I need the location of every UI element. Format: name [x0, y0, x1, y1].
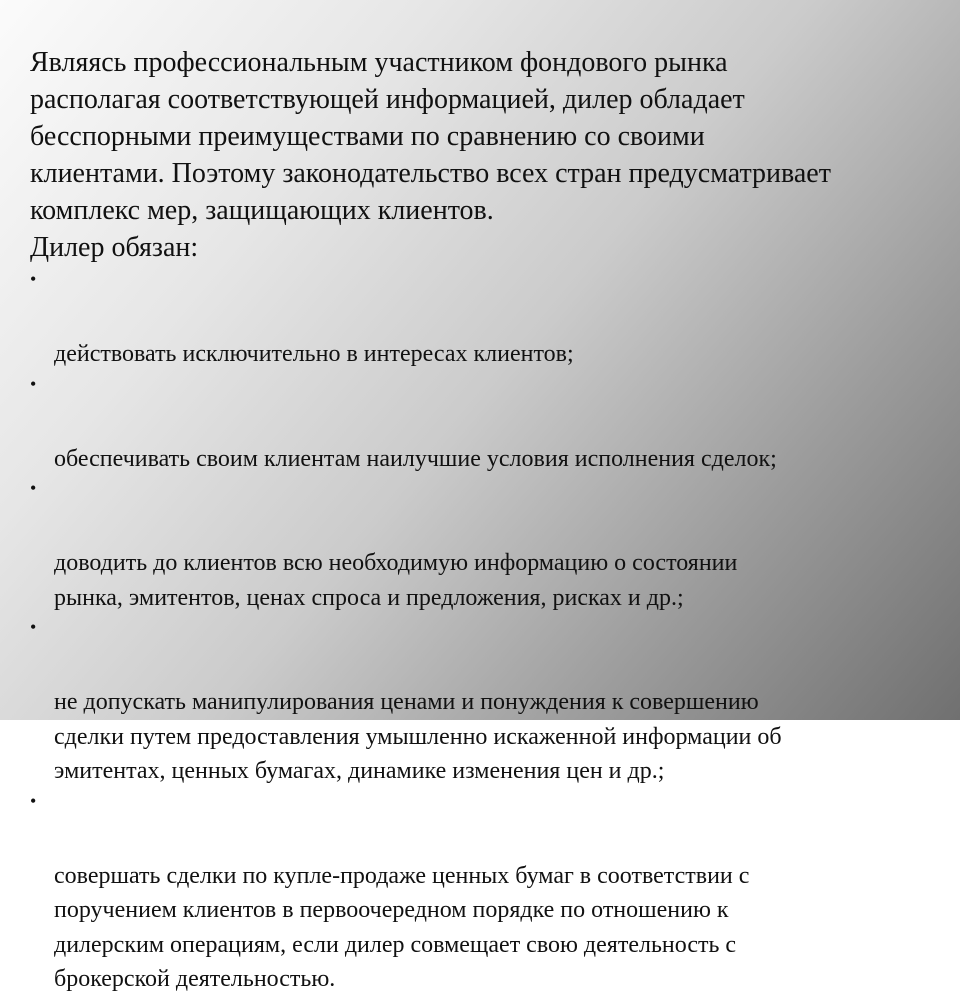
duty-item [30, 790, 940, 997]
bullet-icon: • [30, 478, 37, 498]
duty-item [30, 268, 940, 372]
duty-list [30, 268, 940, 997]
duty-text: доводить до клиентов всю необходимую информацию о состоянии рынка, эмитентов, ценах спроса и предложения, рисках и др.; [54, 550, 738, 611]
intro-paragraph: Являясь профессиональным участником фондового рынка располагая соответствующей информацией, дилер обладает бесспорными преимуществами по сравнению со своими клиентами. Поэтому законодательство всех стран предусматривает комплекс мер, защищающих клиентов. [30, 47, 831, 226]
bullet-icon: • [30, 373, 37, 394]
bullet-icon: • [30, 617, 37, 637]
duty-text: не допускать манипулирования ценами и понуждения к совершению сделки путем предоставления умышленно искаженной информации об эмитентах, ценных бумагах, динамике изменения цен и др.; [54, 689, 782, 784]
duty-text: обеспечивать своим клиентам наилучшие условия исполнения сделок; [54, 445, 777, 472]
duty-item [30, 373, 940, 477]
duty-heading: Дилер обязан: [30, 232, 199, 263]
duty-item [30, 477, 940, 615]
bullet-icon: • [30, 790, 37, 811]
duty-text: совершать сделки по купле-продаже ценных бумаг в соответствии с поручением клиентов в первоочередном порядке по отношению к дилерским операциям, если дилер совмещает свою деятельность с брокерской деятельностью. [54, 862, 750, 992]
bullet-icon: • [30, 269, 37, 289]
slide-content [30, 44, 940, 998]
duty-text: действовать исключительно в интересах клиентов; [54, 341, 574, 367]
duty-item [30, 616, 940, 789]
